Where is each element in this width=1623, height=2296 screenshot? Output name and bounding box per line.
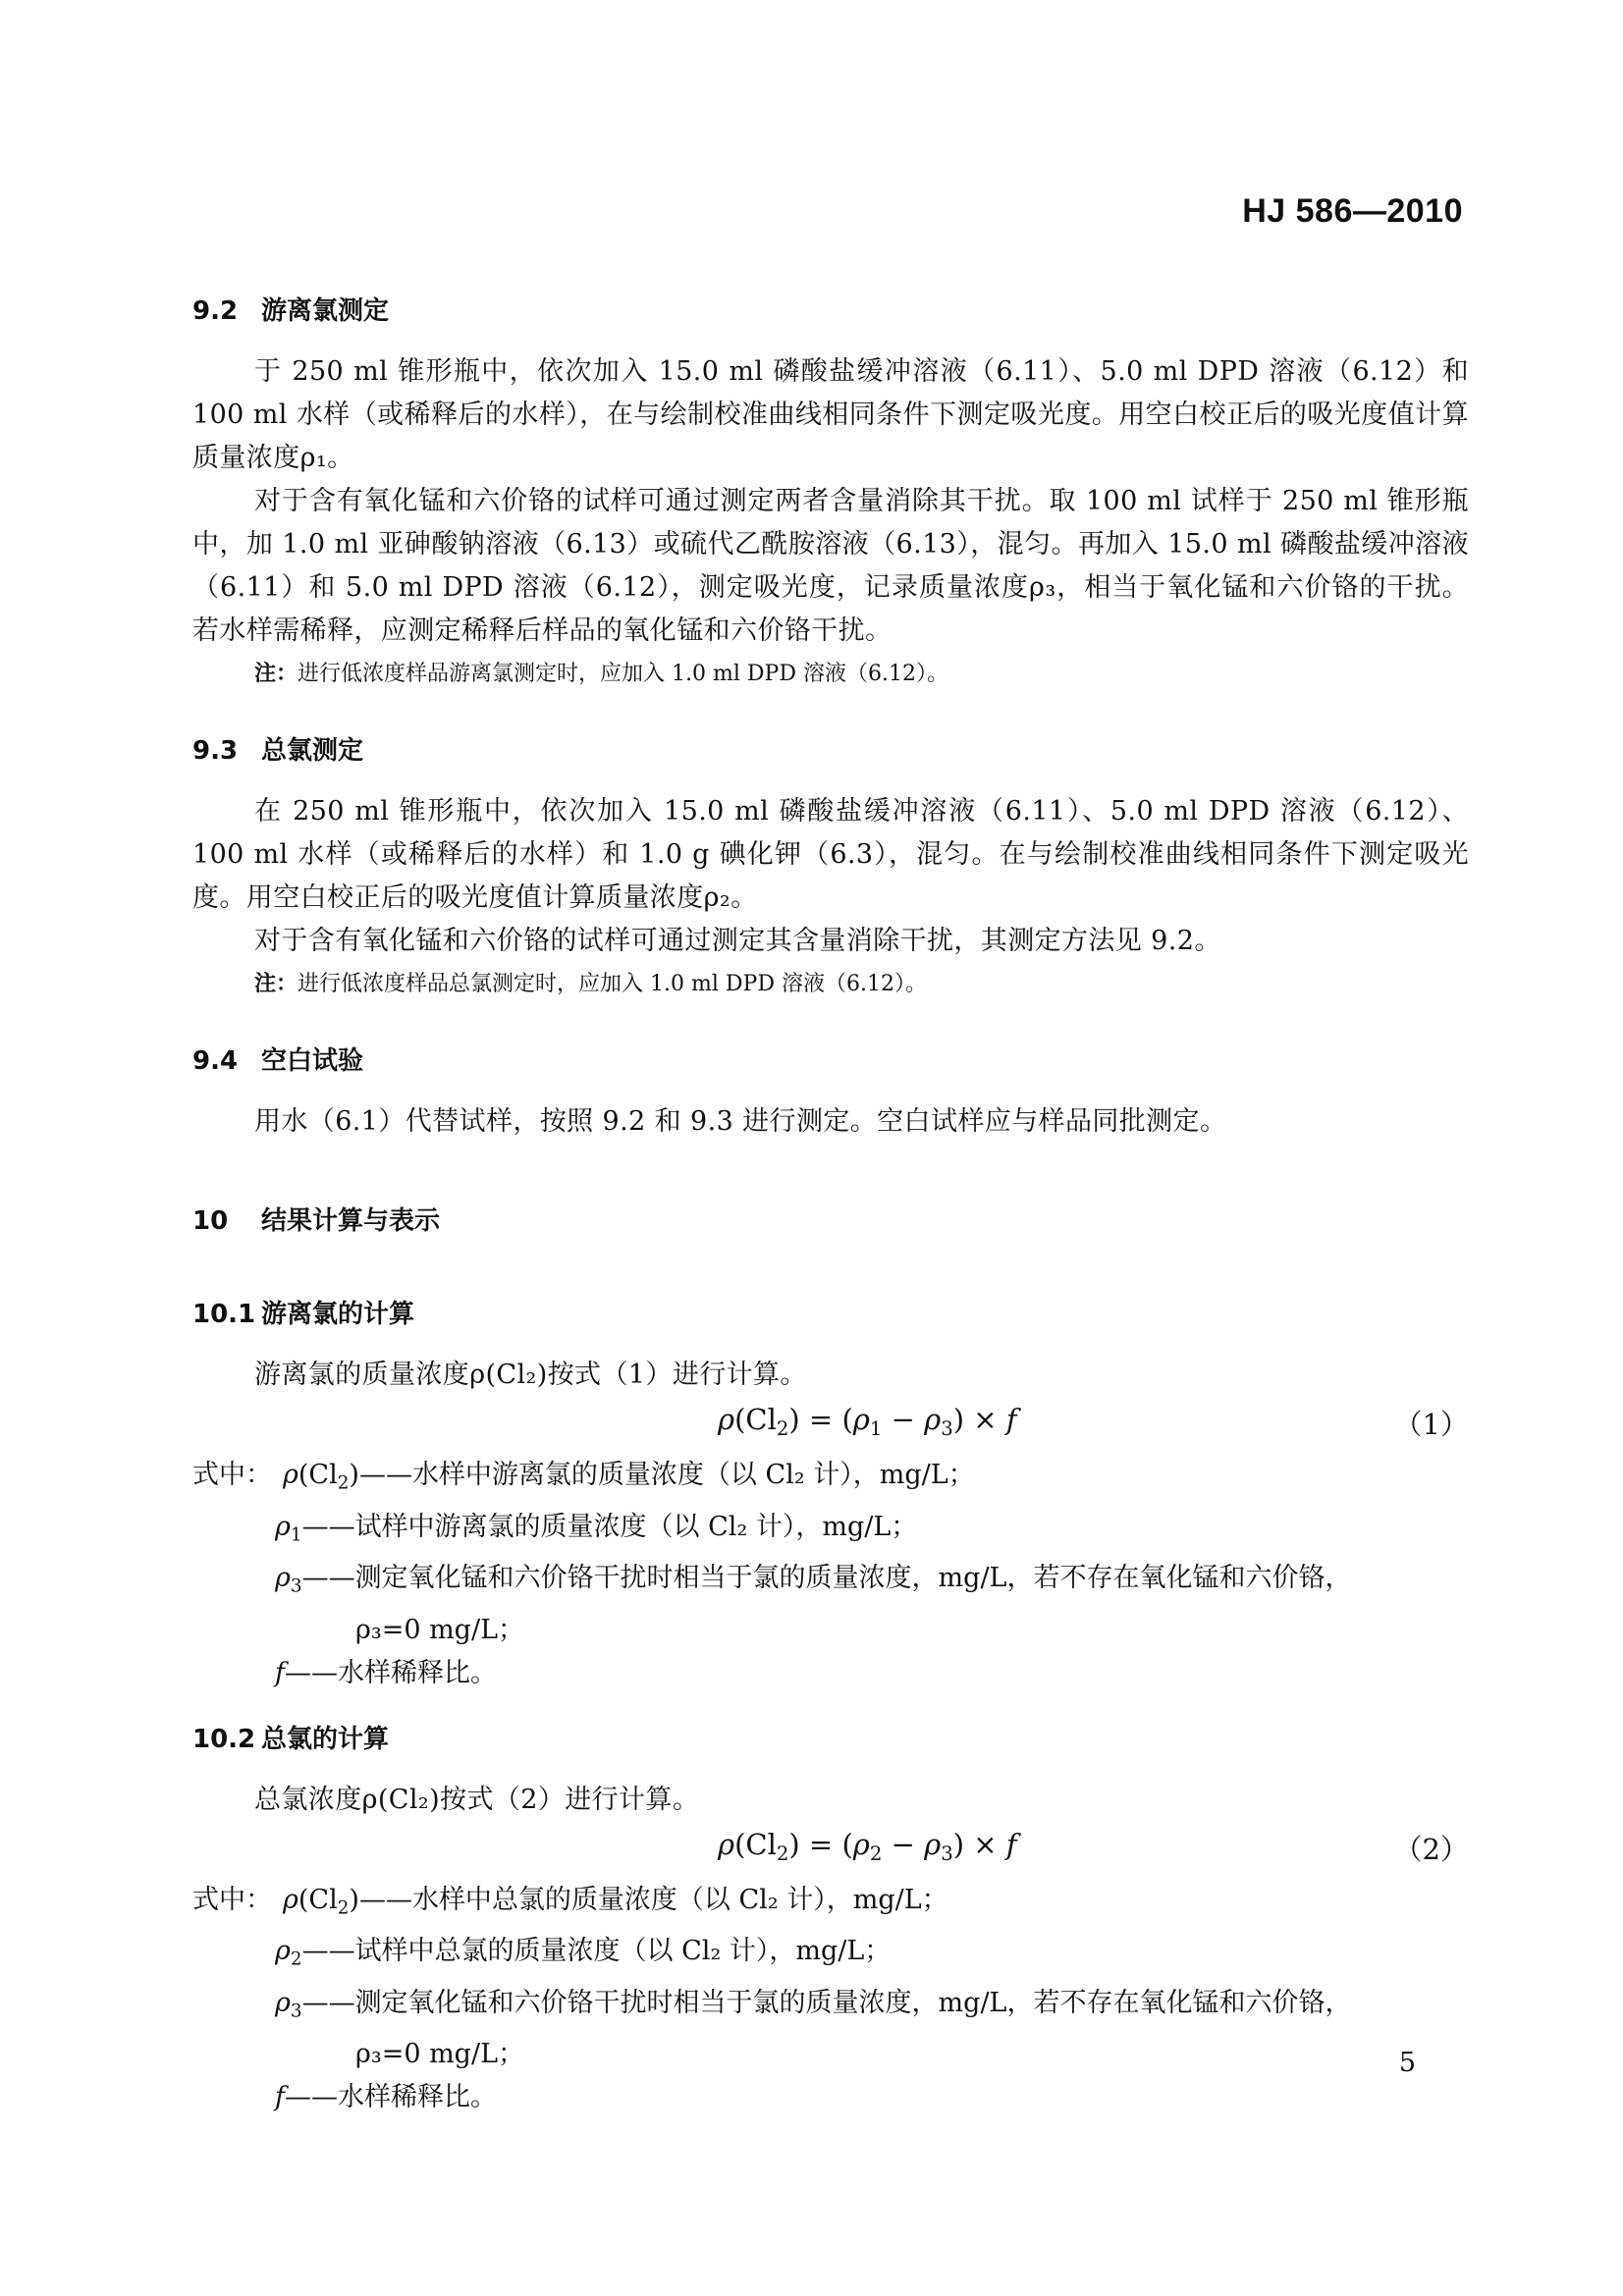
- heading-9-2: [192, 291, 1469, 327]
- definition-continuation: ρ₃=0 mg/L；: [355, 1614, 524, 1645]
- paragraph: 在 250 ml 锥形瓶中，依次加入 15.0 ml 磷酸盐缓冲溶液（6.11）、5.0 ml DPD 溶液（6.12）、100 ml 水样（或稀释后的水样）和 1.0 g 碘化钾（6.3），混匀。在与绘制校准曲线相同条件下测定吸光度。用空白校正后的吸光度值计算质量浓度ρ₂。: [192, 796, 1469, 913]
- formula-expression: $\rho(Cl_2) = (\rho_2 - \rho_3) \times f$: [718, 1827, 1017, 1865]
- page-content: [192, 291, 1469, 2119]
- standard-code: HJ 586—2010: [1242, 192, 1463, 230]
- heading-10: [192, 1201, 1469, 1237]
- note-text: 进行低浓度样品游离氯测定时，应加入 1.0 ml DPD 溶液（6.12）。: [298, 662, 948, 686]
- definition-row: 式中： $\rho(Cl_2)——$水样中总氯的质量浓度（以 Cl₂ 计），mg/L；: [192, 1884, 948, 1918]
- formula-2: [192, 1822, 1469, 1879]
- definition-row: 式中： $\rho(Cl_2)——$水样中游离氯的质量浓度（以 Cl₂ 计），mg/L；: [192, 1460, 975, 1494]
- equation-number: （1）: [1393, 1408, 1469, 1441]
- definition-row: $\rho_3——$测定氧化锰和六价铬干扰时相当于氯的质量浓度，mg/L，若不存在氧化锰和六价铬，: [275, 1987, 1352, 2021]
- heading-number: 9.2: [192, 296, 239, 326]
- paragraph: 对于含有氧化锰和六价铬的试样可通过测定两者含量消除其干扰。取 100 ml 试样于 250 ml 锥形瓶中，加 1.0 ml 亚砷酸钠溶液（6.13）或硫代乙酰胺溶液（6.13），混匀。再加入 15.0 ml 磷酸盐缓冲溶液（6.11）和 5.0 ml DPD 溶液（6.12），测定吸光度，记录质量浓度ρ₃，相当于氧化锰和六价铬的干扰。若水样需稀释，应测定稀释后样品的氧化锰和六价铬干扰。: [192, 486, 1469, 646]
- heading-10-1: [192, 1294, 1469, 1330]
- note: [192, 967, 1469, 1001]
- heading-title: 游离氯测定: [261, 296, 390, 326]
- heading-number: 10.1: [192, 1300, 256, 1329]
- heading-title: 游离氯的计算: [261, 1300, 415, 1329]
- heading-number: 10: [192, 1206, 229, 1236]
- formula-expression: $\rho(Cl_2) = (\rho_1 - \rho_3) \times f$: [718, 1403, 1017, 1440]
- paragraph: 对于含有氧化锰和六价铬的试样可通过测定其含量消除干扰，其测定方法见 9.2。: [254, 926, 1221, 956]
- note-text: 进行低浓度样品总氯测定时，应加入 1.0 ml DPD 溶液（6.12）。: [298, 972, 927, 996]
- paragraph: 游离氯的质量浓度ρ(Cl₂)按式（1）进行计算。: [254, 1360, 807, 1390]
- note-label: 注：: [254, 971, 298, 996]
- heading-10-2: [192, 1719, 1469, 1755]
- paragraph: 总氯浓度ρ(Cl₂)按式（2）进行计算。: [254, 1784, 700, 1815]
- definition-row: f——水样稀释比。: [275, 2082, 497, 2112]
- definition-continuation: ρ₃=0 mg/L；: [355, 2039, 524, 2069]
- heading-title: 结果计算与表示: [261, 1206, 441, 1236]
- definition-row: $\rho_2——$试样中总氯的质量浓度（以 Cl₂ 计），mg/L；: [275, 1936, 892, 1970]
- heading-title: 空白试验: [261, 1046, 364, 1076]
- paragraph: 用水（6.1）代替试样，按照 9.2 和 9.3 进行测定。空白试样应与样品同批测定。: [254, 1106, 1227, 1137]
- heading-9-3: [192, 730, 1469, 767]
- heading-title: 总氯的计算: [261, 1724, 390, 1754]
- note: [192, 657, 1469, 691]
- paragraph: 于 250 ml 锥形瓶中，依次加入 15.0 ml 磷酸盐缓冲溶液（6.11）、5.0 ml DPD 溶液（6.12）和 100 ml 水样（或稀释后的水样），在与绘制校准曲线相同条件下测定吸光度。用空白校正后的吸光度值计算质量浓度ρ₁。: [192, 356, 1469, 473]
- definition-row: f——水样稀释比。: [275, 1657, 497, 1688]
- heading-title: 总氯测定: [261, 736, 364, 766]
- note-label: 注：: [254, 661, 298, 686]
- definition-row: $\rho_1——$试样中游离氯的质量浓度（以 Cl₂ 计），mg/L；: [275, 1511, 918, 1545]
- heading-9-4: [192, 1041, 1469, 1077]
- definition-row: $\rho_3——$测定氧化锰和六价铬干扰时相当于氯的质量浓度，mg/L，若不存在氧化锰和六价铬，: [275, 1563, 1352, 1597]
- equation-number: （2）: [1393, 1832, 1469, 1866]
- heading-number: 9.3: [192, 736, 239, 766]
- heading-number: 10.2: [192, 1724, 256, 1754]
- heading-number: 9.4: [192, 1046, 239, 1076]
- page-number: 5: [1398, 2048, 1416, 2078]
- formula-1: [192, 1397, 1469, 1454]
